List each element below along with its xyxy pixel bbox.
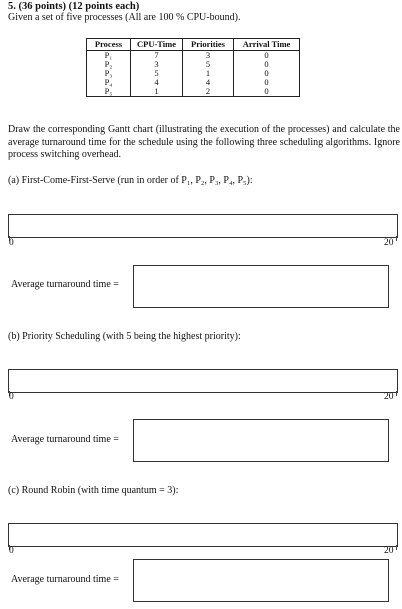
cell-cpu-time: 4 <box>131 78 183 87</box>
part-b-question: (b) Priority Scheduling (with 5 being the highest priority): <box>8 331 241 342</box>
gantt-b-end-mark <box>396 391 397 396</box>
gantt-chart-a[interactable] <box>8 214 398 238</box>
col-header-process: Process <box>87 39 131 51</box>
part-a-answer-box[interactable] <box>133 265 389 308</box>
cell-process: P₅ <box>87 87 131 97</box>
gantt-a-end-mark <box>396 236 397 241</box>
cell-arrival: 0 <box>234 60 300 69</box>
part-a-question: (a) First-Come-First-Serve (run in order of P₁, P₂, P₃, P₄, P₅): <box>8 175 253 186</box>
gantt-c-end-tick: 20 <box>384 546 394 556</box>
cell-priority: 2 <box>183 87 234 97</box>
part-c-answer-box[interactable] <box>133 559 389 602</box>
cell-arrival: 0 <box>234 78 300 87</box>
col-header-arrival-time: Arrival Time <box>234 39 300 51</box>
cell-arrival: 0 <box>234 69 300 78</box>
intro-text: Given a set of five processes (All are 100 % CPU-bound). <box>8 12 241 23</box>
gantt-chart-b[interactable] <box>8 369 398 393</box>
cell-priority: 5 <box>183 60 234 69</box>
cell-cpu-time: 3 <box>131 60 183 69</box>
part-c-answer-label: Average turnaround time = <box>11 574 119 585</box>
part-a-answer-label: Average turnaround time = <box>11 279 119 290</box>
gantt-a-end-tick: 20 <box>384 238 394 248</box>
cell-cpu-time: 1 <box>131 87 183 97</box>
cell-arrival: 0 <box>234 87 300 97</box>
cell-process: P₂ <box>87 60 131 69</box>
cell-arrival: 0 <box>234 51 300 61</box>
gantt-a-start-tick: 0 <box>9 238 14 248</box>
cell-process: P₃ <box>87 69 131 78</box>
cell-cpu-time: 5 <box>131 69 183 78</box>
gantt-c-end-mark <box>396 545 397 550</box>
col-header-cpu-time: CPU-Time <box>131 39 183 51</box>
part-b-answer-label: Average turnaround time = <box>11 434 119 445</box>
gantt-b-start-tick: 0 <box>9 392 14 402</box>
part-b-answer-box[interactable] <box>133 419 389 462</box>
cell-priority: 1 <box>183 69 234 78</box>
cell-cpu-time: 7 <box>131 51 183 61</box>
gantt-chart-c[interactable] <box>8 523 398 547</box>
cell-priority: 3 <box>183 51 234 61</box>
instructions-paragraph: Draw the corresponding Gantt chart (illustrating the execution of the processes) and calculate the average turnaround time for the schedule using the following three scheduling algorithms. Ignore process switching overhead. <box>8 124 400 160</box>
cell-process: P₁ <box>87 51 131 61</box>
gantt-b-end-tick: 20 <box>384 392 394 402</box>
part-c-question: (c) Round Robin (with time quantum = 3): <box>8 485 179 496</box>
table-header-row <box>87 39 300 51</box>
cell-priority: 4 <box>183 78 234 87</box>
process-table <box>86 38 300 97</box>
question-header: 5. (36 points) (12 points each) <box>8 1 140 12</box>
gantt-c-start-tick: 0 <box>9 546 14 556</box>
table-row <box>87 87 300 97</box>
cell-process: P₄ <box>87 78 131 87</box>
col-header-priorities: Priorities <box>183 39 234 51</box>
